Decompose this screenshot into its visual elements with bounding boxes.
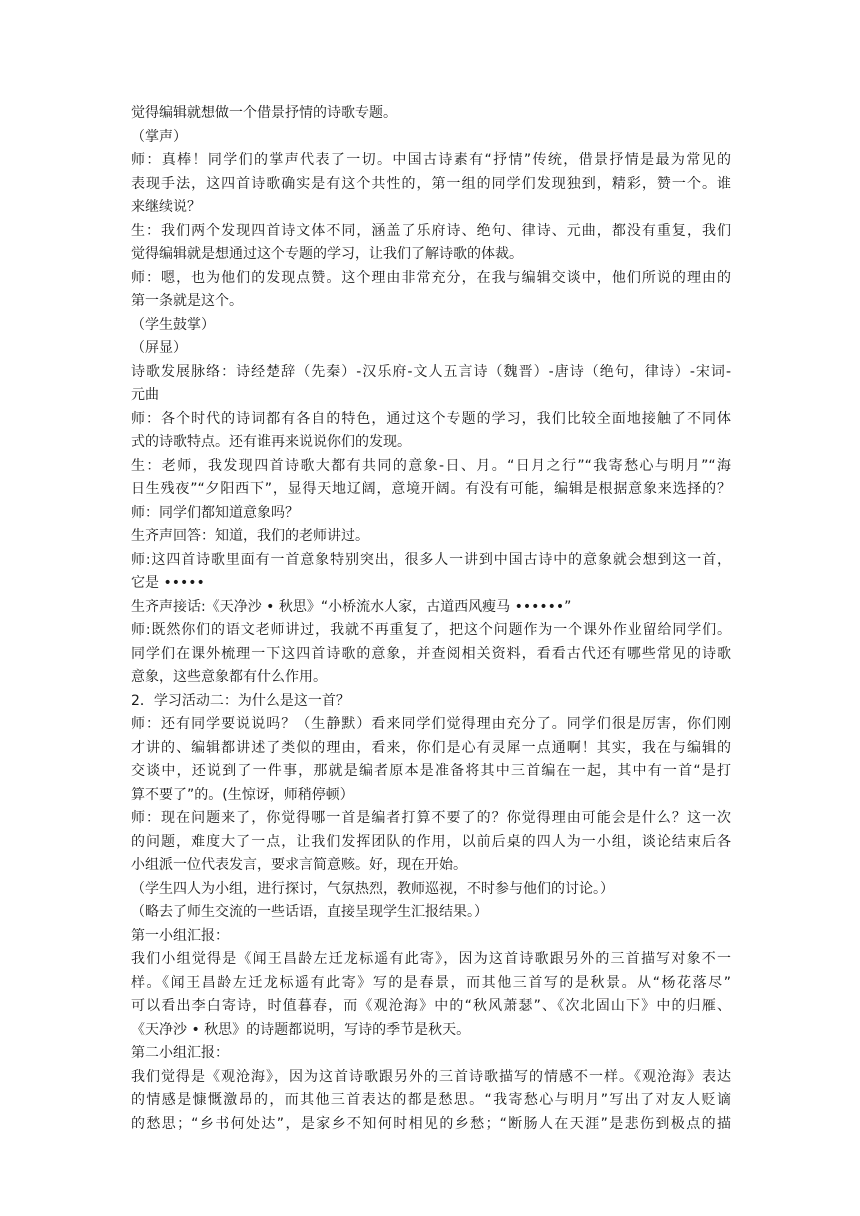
text-line: （略去了师生交流的一些话语，直接呈现学生汇报结果。）	[131, 904, 488, 920]
text-line: 师：嗯，也为他们的发现点赞。这个理由非常充分，在我与编辑交谈中，他们所说的理由的	[131, 269, 731, 286]
text-line: 样。《闻王昌龄左迁龙标遥有此寄》写的是春景，而其他三首写的是秋景。从“杨花落尽”	[131, 974, 731, 991]
text-line: 师：现在问题来了，你觉得哪一首是编者打算不要了的？你觉得理由可能会是什么？这一次	[131, 810, 731, 826]
document-page	[131, 102, 731, 1136]
text-line: 师：真棒！同学们的掌声代表了一切。中国古诗素有“抒情”传统，借景抒情是最为常见的	[131, 152, 731, 168]
text-line: 生：老师，我发现四首诗歌大都有共同的意象-日、月。“日月之行”“我寄愁心与明月”“海	[131, 457, 731, 474]
text-line: 第一条就是这个。	[131, 293, 243, 309]
text-line: 我们小组觉得是《闻王昌龄左迁龙标遥有此寄》，因为这首诗歌跟另外的三首描写对象不一	[131, 951, 731, 967]
text-line: 式的诗歌特点。还有谁再来说说你们的发现。	[131, 434, 411, 450]
text-line: 表现手法，这四首诗歌确实是有这个共性的，第一组的同学们发现独到，精彩，赞一个。谁	[131, 175, 731, 192]
text-line: 《天净沙 • 秋思》的诗题都说明，写诗的季节是秋天。	[131, 1021, 471, 1038]
text-line: 可以看出李白寄诗，时值暮春，而《观沧海》中的“秋风萧瑟”、《次北固山下》中的归雁、	[131, 998, 731, 1014]
text-line: 同学们在课外梳理一下这四首诗歌的意象，并查阅相关资料，看看古代还有哪些常见的诗歌	[131, 645, 731, 662]
text-line: （掌声）	[131, 128, 187, 145]
text-line: 才讲的、编辑都讲述了类似的理由，看来，你们是心有灵犀一点通啊！其实，我在与编辑的	[131, 739, 731, 756]
text-line: 元曲	[131, 387, 159, 403]
text-line: 日生残夜”“夕阳西下”，显得天地辽阔，意境开阔。有没有可能，编辑是根据意象来选择的？	[131, 481, 731, 497]
text-line: 第一小组汇报：	[131, 927, 229, 944]
text-line: 觉得编辑就是想通过这个专题的学习，让我们了解诗歌的体裁。	[131, 246, 523, 262]
text-line: （屏显）	[131, 340, 187, 356]
text-line: 的情感是慷慨激昂的，而其他三首表达的都是愁思。“我寄愁心与明月”写出了对友人贬谪	[131, 1092, 731, 1108]
text-line: 师:这四首诗歌里面有一首意象特别突出，很多人一讲到中国古诗中的意象就会想到这一首，	[131, 551, 731, 568]
text-line: 的愁思；“乡书何处达”，是家乡不知何时相见的乡愁；“断肠人在天涯”是悲伤到极点的描	[131, 1115, 731, 1132]
text-line: 师：同学们都知道意象吗？	[131, 504, 299, 521]
text-line: 诗歌发展脉络：诗经楚辞（先秦）-汉乐府-文人五言诗（魏晋）-唐诗（绝句，律诗）-宋词-	[131, 363, 731, 380]
text-line: 交谈中，还说到了一件事，那就是编者原本是准备将其中三首编在一起，其中有一首“是打	[131, 763, 731, 779]
text-line: 生齐声接话:《天净沙 • 秋思》“小桥流水人家，古道西风瘦马 ••••••”	[131, 598, 572, 615]
text-line: 师:既然你们的语文老师讲过，我就不再重复了，把这个问题作为一个课外作业留给同学们。	[131, 622, 731, 638]
section-heading: 2．学习活动二：为什么是这一首？	[131, 692, 350, 709]
text-line: 生：我们两个发现四首诗文体不同，涵盖了乐府诗、绝句、律诗、元曲，都没有重复，我们	[131, 222, 731, 239]
text-line: （学生鼓掌）	[131, 316, 215, 333]
text-line: 算不要了”的。(生惊讶，师稍停顿）	[131, 786, 354, 803]
text-line: 来继续说？	[131, 199, 201, 215]
text-line: 生齐声回答：知道，我们的老师讲过。	[131, 528, 369, 544]
text-line: 第二小组汇报：	[131, 1045, 229, 1061]
text-line: （学生四人为小组，进行探讨，气氛热烈，教师巡视，不时参与他们的讨论。）	[131, 880, 614, 897]
text-line: 师：各个时代的诗词都有各自的特色，通过这个专题的学习，我们比较全面地接触了不同体	[131, 410, 731, 427]
text-line: 我们觉得是《观沧海》，因为这首诗歌跟另外的三首诗歌描写的情感不一样。《观沧海》表达	[131, 1068, 731, 1085]
text-line: 小组派一位代表发言，要求言简意赅。好，现在开始。	[131, 857, 467, 873]
text-line: 觉得编辑就想做一个借景抒情的诗歌专题。	[131, 105, 397, 121]
text-line: 师：还有同学要说说吗？（生静默）看来同学们觉得理由充分了。同学们很是厉害，你们刚	[131, 716, 731, 732]
text-line: 的问题，难度大了一点，让我们发挥团队的作用，以前后桌的四人为一小组，谈论结束后各	[131, 833, 731, 850]
text-line: 它是 •••••	[131, 575, 205, 591]
text-line: 意象，这些意象都有什么作用。	[131, 669, 327, 685]
